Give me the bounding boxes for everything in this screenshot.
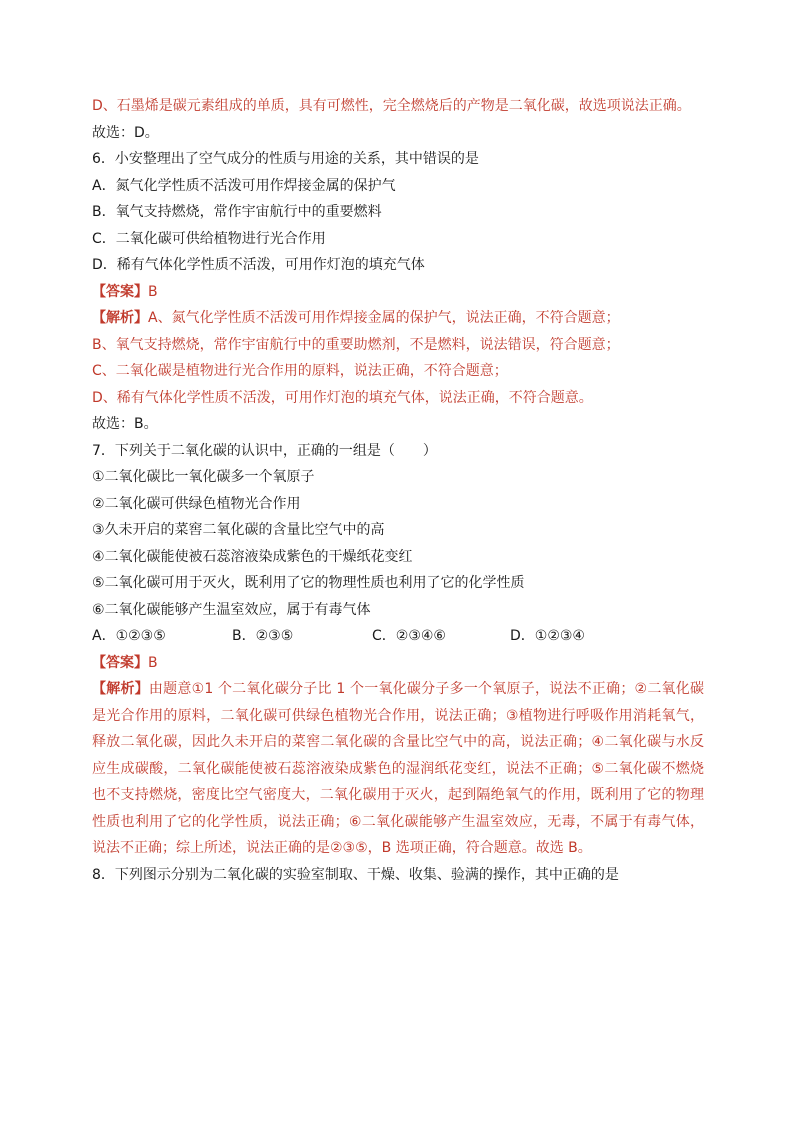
prev-analysis-line-d: D、石墨烯是碳元素组成的单质，具有可燃性，完全燃烧后的产物是二氧化碳，故选项说法正确。 <box>92 98 691 114</box>
q7-option-c: C．②③④⑥ <box>372 628 446 644</box>
q7-answer-tag: 【答案】 <box>92 654 148 671</box>
q7-analysis <box>92 676 704 862</box>
q7-analysis-part-3: ⑤二氧化碳不燃烧也不支持燃烧，密度比空气密度大，二氧化碳用于灭火，起到隔绝氧气的作用，既利用了它的物理性质也利用了它的化学性质，说法正确； <box>92 760 704 830</box>
q7-option-d: D．①②③④ <box>510 628 585 644</box>
q6-analysis-b: B、氧气支持燃烧，常作宇宙航行中的重要助燃剂，不是燃料，说法错误，符合题意； <box>92 336 620 353</box>
q7-options <box>92 623 704 650</box>
q6-stem: 6．小安整理出了空气成分的性质与用途的关系，其中错误的是 <box>92 151 479 167</box>
q7-statement-1: ①二氧化碳比一氧化碳多一个氧原子 <box>92 469 315 485</box>
q7-statement-5: ⑤二氧化碳可用于灭火，既利用了它的物理性质也利用了它的化学性质 <box>92 575 525 591</box>
q6-choice: 故选：B。 <box>92 416 158 432</box>
q6-option-b: B．氧气支持燃烧，常作宇宙航行中的重要燃料 <box>92 204 382 220</box>
q6-answer-tag: 【答案】 <box>92 283 148 300</box>
q6-option-c: C．二氧化碳可供给植物进行光合作用 <box>92 230 326 247</box>
q7-option-b: B．②③⑤ <box>232 628 294 644</box>
q6-analysis-a-text: A、氮气化学性质不活泼可用作焊接金属的保护气，说法正确，不符合题意； <box>148 310 620 326</box>
q7-stem: 7．下列关于二氧化碳的认识中，正确的一组是（ ） <box>92 442 437 459</box>
q7-statement-2: ②二氧化碳可供绿色植物光合作用 <box>92 495 301 512</box>
q7-statement-4: ④二氧化碳能使被石蕊溶液染成紫色的干燥纸花变红 <box>92 548 413 565</box>
q6-answer <box>92 279 704 306</box>
q7-statement-3: ③久未开启的菜窖二氧化碳的含量比空气中的高 <box>92 522 385 538</box>
q7-answer-value: B <box>148 654 158 671</box>
q6-answer-value: B <box>148 283 158 300</box>
q7-analysis-tag: 【解析】 <box>92 681 149 697</box>
document-content <box>92 93 704 888</box>
prev-choice: 故选：D。 <box>92 124 159 141</box>
q6-analysis-c: C、二氧化碳是植物进行光合作用的原料，说法正确，不符合题意； <box>92 363 508 379</box>
q6-analysis-tag: 【解析】 <box>92 310 148 326</box>
q7-option-a: A．①②③⑤ <box>92 628 166 644</box>
q6-option-d: D．稀有气体化学性质不活泼，可用作灯泡的填充气体 <box>92 257 425 273</box>
q8-stem: 8．下列图示分别为二氧化碳的实验室制取、干燥、收集、验满的操作，其中正确的是 <box>92 866 619 883</box>
q7-statement-6: ⑥二氧化碳能够产生温室效应，属于有毒气体 <box>92 601 371 618</box>
q7-analysis-part-1: 由题意①1 个二氧化碳分子比 1 个一氧化碳分子多一个氧原子，说法不正确；②二氧化碳是光合作用的原料，二氧化碳可供绿色植物光合作用，说法正确；③植物进行呼吸作用消耗氧气，释放二氧化碳，因此久未开启的菜窖二氧化碳的含量比空气中的高，说法正确； <box>92 681 704 750</box>
q7-answer <box>92 650 704 677</box>
q6-analysis-d: D、稀有气体化学性质不活泼，可用作灯泡的填充气体，说法正确，不符合题意。 <box>92 389 593 406</box>
q7-analysis-part-4: ⑥二氧化碳能够产生温室效应，无毒，不属于有毒气体，说法不正确；综上所述，说法正确的是②③⑤，B 选项正确，符合题意。故选 B。 <box>92 813 704 856</box>
q6-option-a: A．氮气化学性质不活泼可用作焊接金属的保护气 <box>92 177 396 194</box>
q7-analysis-part-2: ④二氧化碳与水反应生成碳酸，二氧化碳能使被石蕊溶液染成紫色的湿润纸花变红，说法不正确； <box>92 734 704 777</box>
q6-analysis-a <box>92 305 704 332</box>
